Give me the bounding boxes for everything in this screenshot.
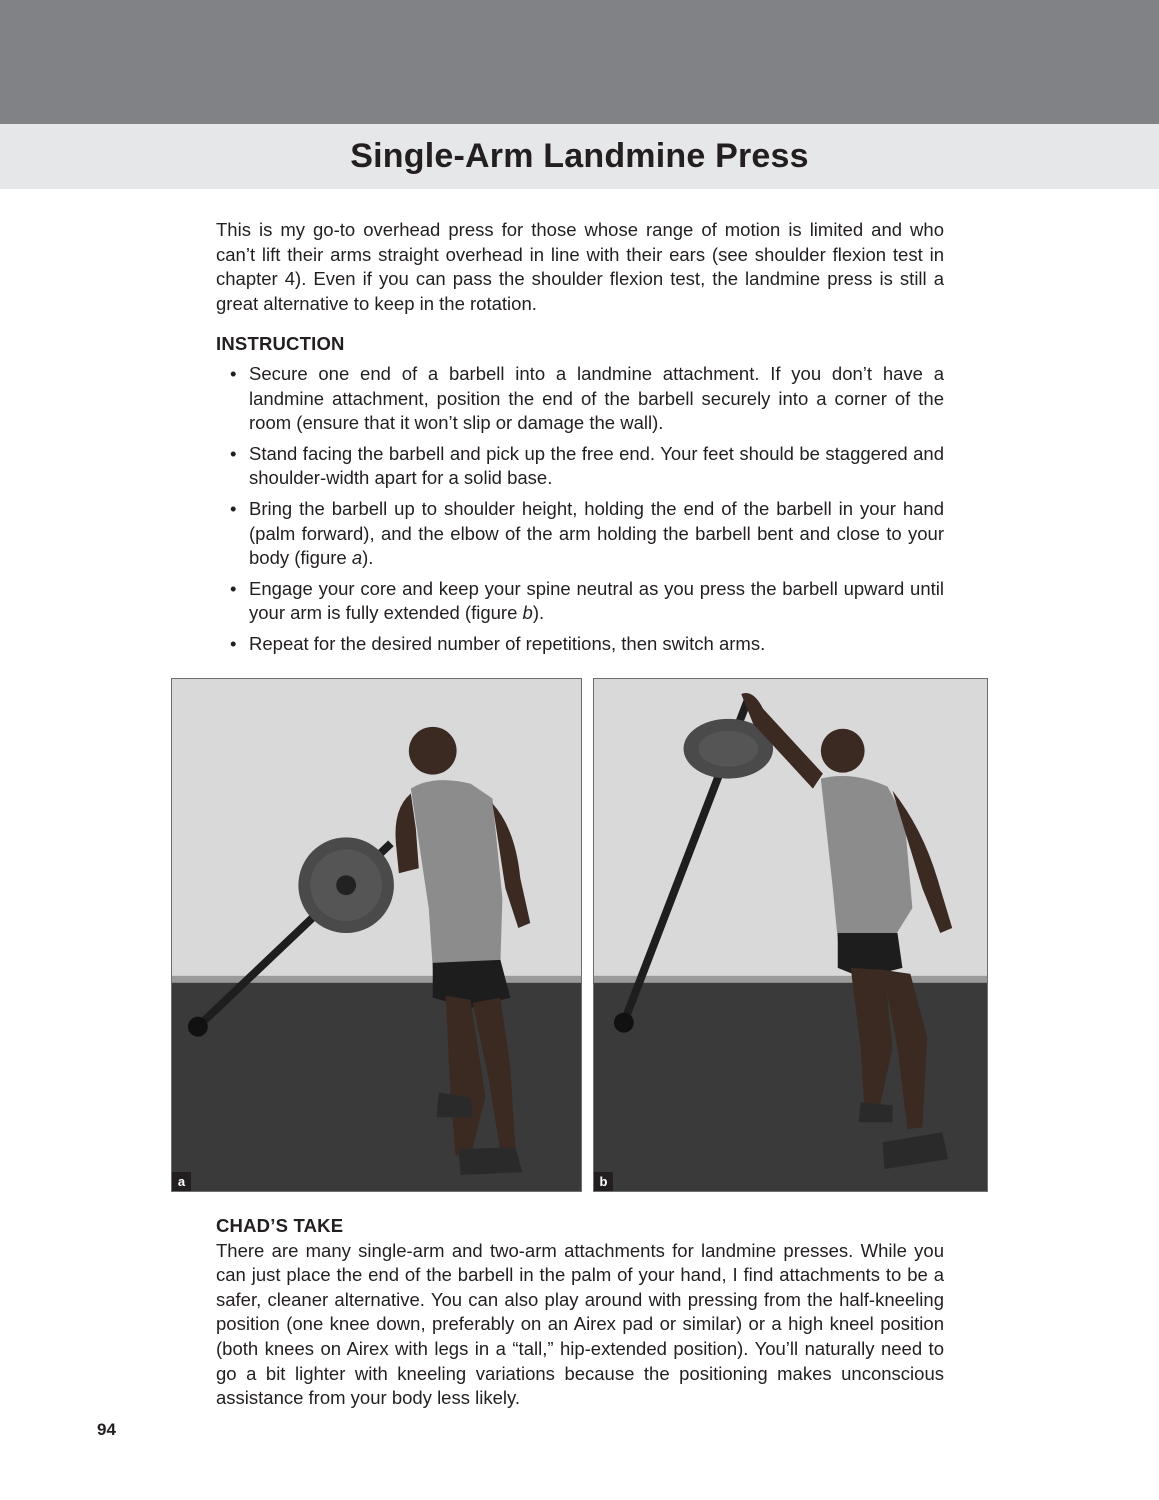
step-text: Engage your core and keep your spine neutral as you press the barbell upward until your arm is fully extended (figure bbox=[249, 577, 944, 624]
list-item bbox=[216, 577, 944, 626]
header-band bbox=[0, 0, 1159, 124]
bullet: • bbox=[230, 362, 237, 384]
instruction-list bbox=[216, 362, 944, 657]
step-text: Secure one end of a barbell into a landmine attachment. If you don’t have a landmine attachment, position the end of the barbell securely into a corner of the room (ensure that it won’t slip or damage the wall). bbox=[249, 362, 944, 434]
list-item bbox=[216, 497, 944, 571]
step-text: Repeat for the desired number of repetitions, then switch arms. bbox=[249, 632, 766, 654]
figure-a-illustration bbox=[172, 679, 581, 1191]
step-text: Bring the barbell up to shoulder height, holding the end of the barbell in your hand (palm forward), and the elbow of the arm holding the barbell bent and close to your body (figure bbox=[249, 497, 944, 569]
chads-take-paragraph: There are many single-arm and two-arm attachments for landmine presses. While you can just place the end of the barbell in the palm of your hand, I find attachments to be a safer, cleaner alternative. You can also play around with pressing from the half-kneeling position (one knee down, preferably on an Airex pad or similar) or a high kneel position (both knees on Airex with legs in a “tall,” hip-extended position). You’ll naturally need to go a bit lighter with kneeling variations because the positioning makes unconscious assistance from your body less likely. bbox=[216, 1239, 944, 1409]
figure-b-photo bbox=[593, 678, 988, 1192]
figure-b-label: b bbox=[594, 1172, 613, 1191]
step-text: Stand facing the barbell and pick up the free end. Your feet should be staggered and shoulder-width apart for a solid base. bbox=[249, 442, 944, 489]
chads-take-heading: CHAD’S TAKE bbox=[216, 1215, 344, 1236]
bullet: • bbox=[230, 632, 237, 654]
figure-a-photo bbox=[171, 678, 582, 1192]
list-item bbox=[216, 442, 944, 491]
instruction-heading: INSTRUCTION bbox=[216, 333, 345, 355]
main-content bbox=[216, 218, 944, 663]
intro-paragraph: This is my go-to overhead press for those whose range of motion is limited and who can’t lift their arms straight overhead in line with their ears (see shoulder flexion test in chapter 4). Even if you can pass the shoulder flexion test, the landmine press is still a great alternative to keep in the rotation. bbox=[216, 219, 944, 314]
page-title: Single-Arm Landmine Press bbox=[350, 137, 809, 175]
list-item bbox=[216, 632, 944, 657]
bullet: • bbox=[230, 577, 237, 599]
bullet: • bbox=[230, 442, 237, 464]
title-band bbox=[0, 124, 1159, 189]
step-text-end: ). bbox=[362, 547, 374, 569]
figure-ref: b bbox=[522, 602, 533, 624]
step-text-end: ). bbox=[532, 602, 545, 624]
bullet: • bbox=[230, 497, 237, 519]
page-number: 94 bbox=[97, 1420, 116, 1439]
figure-ref: a bbox=[351, 547, 363, 569]
chads-take-section bbox=[216, 1214, 944, 1411]
list-item bbox=[216, 362, 944, 436]
figure-a-label: a bbox=[172, 1172, 191, 1191]
figure-b-illustration bbox=[594, 679, 987, 1191]
